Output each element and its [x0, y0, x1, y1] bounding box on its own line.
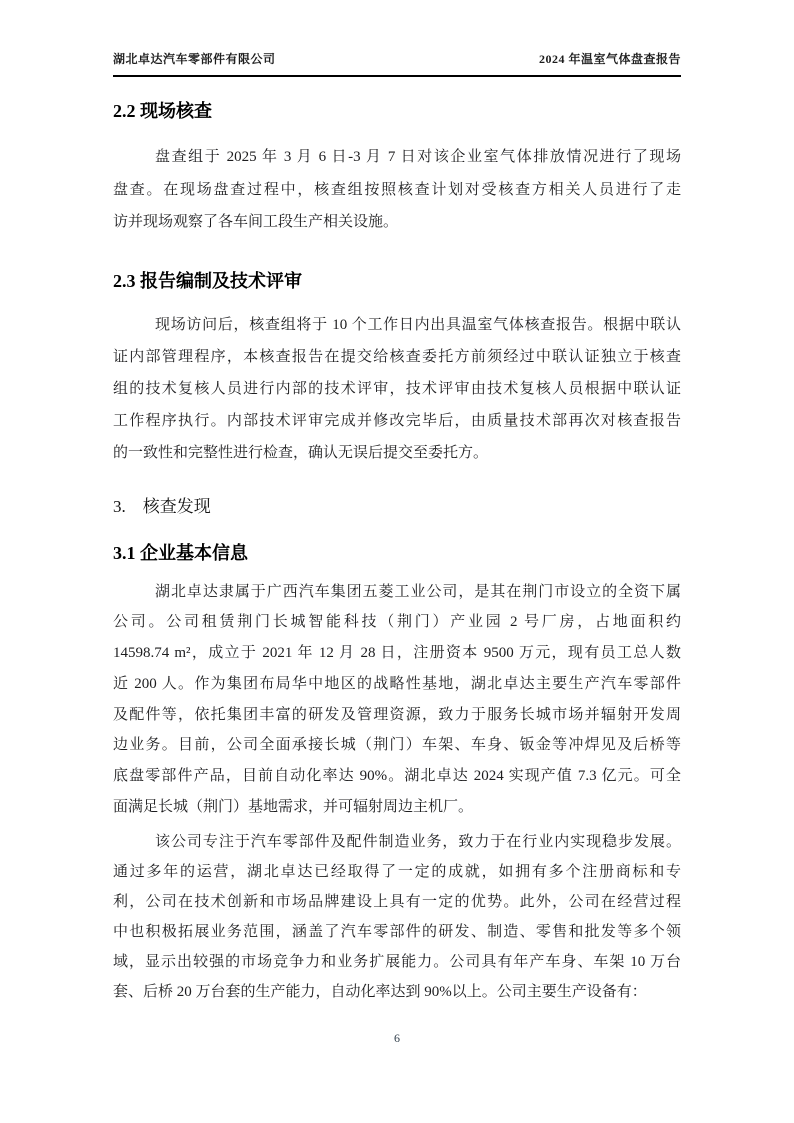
heading-2-2-onsite-verification: 2.2 现场核查 — [113, 101, 212, 121]
text-line: 湖北卓达隶属于广西汽车集团五菱工业公司，是其在荆门市设立的全资下属 — [155, 583, 681, 600]
text-line: 盘查组于 2025 年 3 月 6 日-3 月 7 日对该企业室气体排放情况进行了现场 — [155, 149, 681, 165]
heading-2-3-report-review: 2.3 报告编制及技术评审 — [113, 270, 302, 291]
text-line: 访并现场观察了各车间工段生产相关设施。 — [113, 214, 399, 230]
text-line: 公司。公司租赁荆门长城智能科技（荆门）产业园 2 号厂房，占地面积约 — [113, 614, 681, 631]
paragraph-onsite-verification — [113, 141, 681, 239]
heading-3-1-company-basic-info: 3.1 企业基本信息 — [113, 542, 248, 563]
text-line: 套、后桥 20 万台套的生产能力，自动化率达到 90%以上。公司主要生产设备有： — [113, 983, 647, 1000]
text-line: 中也积极拓展业务范围，涵盖了汽车零部件的研发、制造、零售和批发等多个领 — [113, 923, 681, 940]
text-line: 工作程序执行。内部技术评审完成并修改完毕后，由质量技术部再次对核查报告 — [113, 412, 681, 429]
text-line: 底盘零部件产品，目前自动化率达 90%。湖北卓达 2024 实现产值 7.3 亿元。可全 — [113, 768, 681, 785]
text-line: 组的技术复核人员进行内部的技术评审，技术评审由技术复核人员根据中联认证 — [113, 380, 681, 397]
text-line: 14598.74 m²，成立于 2021 年 12 月 28 日，注册资本 9500 万元，现有员工总人数 — [113, 645, 681, 662]
text-line: 及配件等，依托集团丰富的研发及管理资源，致力于服务长城市场并辐射开发周 — [113, 706, 681, 723]
text-line: 通过多年的运营，湖北卓达已经取得了一定的成就，如拥有多个注册商标和专 — [113, 863, 681, 880]
header-report-title: 2024 年温室气体盘查报告 — [538, 52, 681, 66]
header-company-name: 湖北卓达汽车零部件有限公司 — [113, 52, 276, 66]
text-line: 利，公司在技术创新和市场品牌建设上具有一定的优势。此外，公司在经营过程 — [113, 893, 681, 910]
text-line: 域，显示出较强的市场竞争力和业务扩展能力。公司具有年产车身、车架 10 万台 — [113, 953, 681, 970]
paragraph-company-business — [113, 827, 681, 1007]
text-line: 证内部管理程序，本核查报告在提交给核查委托方前须经过中联认证独立于核查 — [113, 348, 681, 365]
paragraph-report-review — [113, 309, 681, 469]
paragraph-company-overview — [113, 577, 681, 823]
heading-3-verification-findings: 3. 核查发现 — [113, 496, 211, 516]
text-line: 现场访问后，核查组将于 10 个工作日内出具温室气体核查报告。根据中联认 — [155, 316, 681, 333]
text-line: 边业务。目前，公司全面承接长城（荆门）车架、车身、钣金等冲焊见及后桥等 — [113, 737, 681, 754]
text-line: 面满足长城（荆门）基地需求，并可辐射周边主机厂。 — [113, 799, 474, 816]
text-line: 该公司专注于汽车零部件及配件制造业务，致力于在行业内实现稳步发展。 — [155, 833, 681, 850]
page-header — [113, 0, 681, 77]
text-line: 近 200 人。作为集团布局华中地区的战略性基地，湖北卓达主要生产汽车零部件 — [113, 675, 681, 692]
text-line: 盘查。在现场盘查过程中，核查组按照核查计划对受核查方相关人员进行了走 — [113, 181, 681, 198]
page-number: 6 — [394, 1031, 400, 1045]
text-line: 的一致性和完整性进行检查，确认无误后提交至委托方。 — [113, 444, 489, 461]
